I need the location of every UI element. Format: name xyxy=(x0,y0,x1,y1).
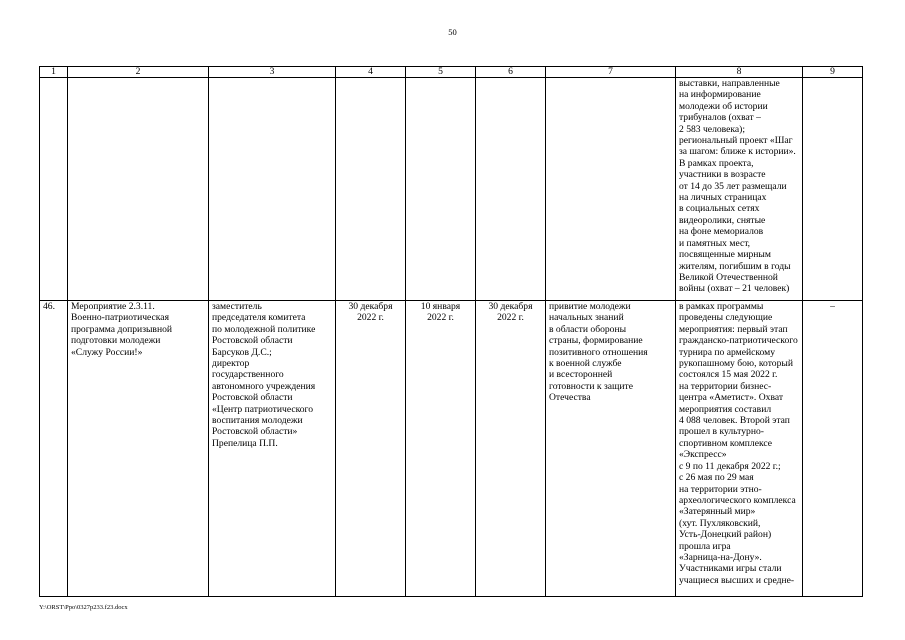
cell-text-line: Великой Отечественной xyxy=(679,271,778,283)
cell-text-line: 30 декабря xyxy=(488,301,533,312)
cell-text-line: «Служу России!» xyxy=(71,346,143,358)
cell-text-line: мероприятия: первый этап xyxy=(679,323,788,335)
table-cell xyxy=(803,78,863,301)
table-cell xyxy=(40,78,68,301)
cell-text-line: прошла игра xyxy=(679,540,731,552)
cell-text-line: 30 декабря xyxy=(348,301,393,312)
cell-text-line: подготовки молодежи xyxy=(71,335,161,347)
cell-text-line: турнира по армейскому xyxy=(679,346,775,358)
cell-text-line: к военной службе xyxy=(549,358,622,370)
cell-text-line: 2022 г. xyxy=(497,312,524,324)
cell-text-line: учащиеся высших и средне- xyxy=(679,574,795,586)
actual-result-cell xyxy=(676,301,803,597)
header-cell: 1 xyxy=(40,67,68,78)
cell-text-line: от 14 до 35 лет размещали xyxy=(679,180,787,192)
page-number: 50 xyxy=(448,27,457,37)
cell-text-line: и памятных мест, xyxy=(679,237,751,249)
cell-text-line: 2 583 человека); xyxy=(679,123,746,135)
cell-text-line: 4 088 человек. Второй этап xyxy=(679,415,790,427)
cell-text-line: начальных знаний xyxy=(549,312,624,324)
cell-text-line: в социальных сетях xyxy=(679,203,760,215)
cell-text-line: Участниками игры стали xyxy=(679,563,782,575)
cell-text-line: трибуналов (охват – xyxy=(679,112,761,124)
cell-text-line: на территории бизнес- xyxy=(679,380,772,392)
table-cell xyxy=(336,78,406,301)
cell-text-line: «Экспресс» xyxy=(679,449,727,461)
cell-text-line: автономного учреждения xyxy=(212,380,316,392)
cell-text-line: участники в возрасте xyxy=(679,169,766,181)
table-cell xyxy=(68,78,209,301)
cell-text-line: Барсуков Д.С.; xyxy=(212,346,272,358)
cell-text-line: государственного xyxy=(212,369,284,381)
cell-text-line: заместитель xyxy=(212,301,262,312)
cell-text-line: проведены следующие xyxy=(679,312,773,324)
cell-text-line: рукопашному бою, который xyxy=(679,358,793,370)
notes-cell: – xyxy=(803,301,863,597)
cell-text-line: на информирование xyxy=(679,89,761,101)
cell-text-line: директор xyxy=(212,358,250,370)
header-cell: 9 xyxy=(803,67,863,78)
table-cell xyxy=(476,78,546,301)
cell-text-line: позитивного отношения xyxy=(549,346,648,358)
cell-text-line: Ростовской области xyxy=(212,392,293,404)
cell-text-line: 10 января xyxy=(420,301,461,312)
cell-text-line: прошел в культурно- xyxy=(679,426,764,438)
table-row-46 xyxy=(40,301,863,597)
cell-text-line: «Центр патриотического xyxy=(212,403,314,415)
cell-text-line: председателя комитета xyxy=(212,312,306,324)
cell-text-line: посвященные мирным xyxy=(679,249,771,261)
responsible-person-cell xyxy=(209,301,336,597)
report-table xyxy=(39,66,863,597)
cell-text-line: мероприятия составил xyxy=(679,403,772,415)
cell-text-line: видеоролики, снятые xyxy=(679,214,766,226)
table-cell xyxy=(406,78,476,301)
header-cell: 8 xyxy=(676,67,803,78)
cell-text-line: спортивном комплексе xyxy=(679,437,773,449)
cell-text-line: центра «Аметист». Охват xyxy=(679,392,784,404)
table-cell xyxy=(546,78,676,301)
header-cell: 7 xyxy=(546,67,676,78)
cell-text-line: Военно-патриотическая xyxy=(71,312,169,324)
cell-text-line: воспитания молодежи xyxy=(212,415,303,427)
cell-text-line: 2022 г. xyxy=(427,312,454,324)
cell-text-line: Ростовской области xyxy=(212,335,293,347)
header-cell: 4 xyxy=(336,67,406,78)
cell-text-line: археологического комплекса xyxy=(679,494,796,506)
cell-text-line: Ростовской области» xyxy=(212,426,298,438)
table-header-row xyxy=(40,67,863,78)
cell-text-line: жителям, погибшим в годы xyxy=(679,260,791,272)
header-cell: 6 xyxy=(476,67,546,78)
cell-text-line: по молодежной политике xyxy=(212,323,316,335)
cell-text-line: привитие молодежи xyxy=(549,301,631,312)
cell-text-line: региональный проект «Шаг xyxy=(679,135,793,147)
cell-text-line: В рамках проекта, xyxy=(679,157,754,169)
cell-text-line: 2022 г. xyxy=(357,312,384,324)
table-cell xyxy=(209,78,336,301)
cell-text-line: и всесторонней xyxy=(549,369,613,381)
file-path-footer: Y:\ORST\Ppo\0327p233.f23.docx xyxy=(39,604,128,611)
cell-text-line: на территории этно- xyxy=(679,483,762,495)
cell-text-line: в рамках программы xyxy=(679,301,764,312)
cell-text-line: готовности к защите xyxy=(549,380,633,392)
start-date-cell xyxy=(406,301,476,597)
cell-text-line: выставки, направленные xyxy=(679,78,780,89)
header-cell: 5 xyxy=(406,67,476,78)
cell-text-line: (хут. Пухляковский, xyxy=(679,517,761,529)
cell-text-line: гражданско-патриотического xyxy=(679,335,798,347)
cell-text-line: состоялся 15 мая 2022 г. xyxy=(679,369,778,381)
cell-text-line: молодежи об истории xyxy=(679,100,768,112)
cell-text-line: с 26 мая по 29 мая xyxy=(679,472,754,484)
cell-text-line: Мероприятие 2.3.11. xyxy=(71,301,155,312)
cell-text-line: «Затерянный мир» xyxy=(679,506,756,518)
table-row-continuation xyxy=(40,78,863,301)
header-cell: 3 xyxy=(209,67,336,78)
cell-text-line: программа допризывной xyxy=(71,323,173,335)
cell-text-line: Отечества xyxy=(549,392,591,404)
continuation-results-cell xyxy=(676,78,803,301)
cell-text-line: в области обороны xyxy=(549,323,627,335)
planned-date-cell xyxy=(336,301,406,597)
cell-text-line: Препелица П.П. xyxy=(212,437,278,449)
row-number-cell: 46. xyxy=(40,301,68,597)
expected-result-cell xyxy=(546,301,676,597)
cell-text-line: на фоне мемориалов xyxy=(679,226,764,238)
header-cell: 2 xyxy=(68,67,209,78)
cell-text-line: Усть-Донецкий район) xyxy=(679,529,772,541)
cell-text-line: на личных страницах xyxy=(679,192,767,204)
end-date-cell xyxy=(476,301,546,597)
activity-name-cell xyxy=(68,301,209,597)
cell-text-line: за шагом: ближе к истории». xyxy=(679,146,796,158)
cell-text-line: войны (охват – 21 человек) xyxy=(679,283,790,295)
cell-text-line: с 9 по 11 декабря 2022 г.; xyxy=(679,460,781,472)
cell-text-line: страны, формирование xyxy=(549,335,643,347)
cell-text-line: «Зарница-на-Дону». xyxy=(679,551,762,563)
